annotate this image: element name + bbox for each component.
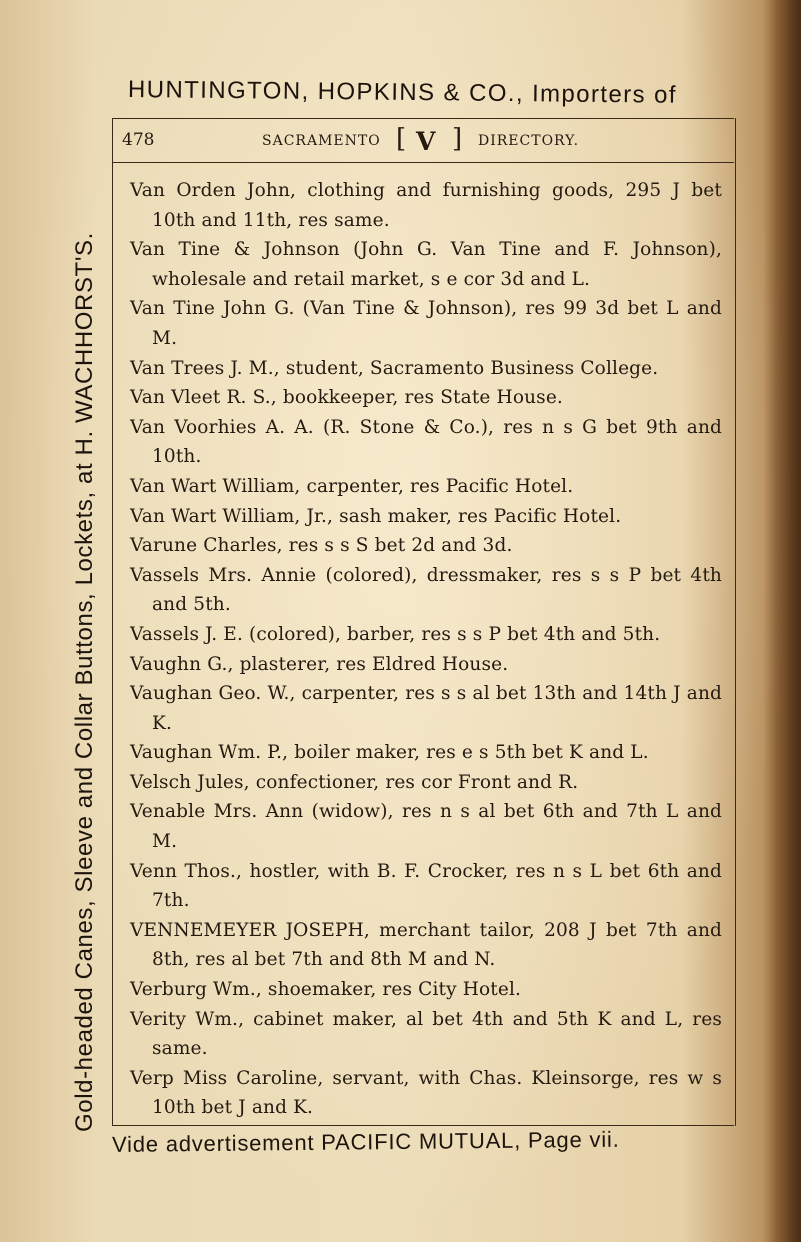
page-number: 478 xyxy=(122,130,155,150)
directory-entry: Venn Thos., hostler, with B. F. Crocker, res n s L bet 6th and 7th. xyxy=(130,860,722,912)
running-head xyxy=(112,122,734,160)
directory-entry: Van Orden John, clothing and furnishing goods, 295 J bet 10th and 11th, res same. xyxy=(130,180,722,231)
running-head-title: DIRECTORY. xyxy=(478,133,580,149)
running-head-rule xyxy=(112,162,734,163)
directory-entry: Vaughan Geo. W., carpenter, res s s al bet 13th and 14th J and K. xyxy=(130,683,722,734)
directory-entry: Van Wart William, Jr., sash maker, res Pacific Hotel. xyxy=(130,505,622,527)
directory-entry: Van Wart William, carpenter, res Pacific Hotel. xyxy=(130,475,574,497)
directory-entry: Venable Mrs. Ann (widow), res n s al bet 6th and 7th L and M. xyxy=(130,801,722,853)
top-advertisement-header: HUNTINGTON, HOPKINS & CO., Importers of xyxy=(127,76,678,109)
top-rule xyxy=(112,118,734,119)
directory-entry: Vaughn G., plasterer, res Eldred House. xyxy=(130,653,509,675)
section-letter: V xyxy=(416,127,436,156)
running-head-city: SACRAMENTO xyxy=(262,133,381,149)
directory-entry: Vassels Mrs. Annie (colored), dressmaker, res s s P bet 4th and 5th. xyxy=(130,564,722,616)
directory-entry: Velsch Jules, confectioner, res cor Front and R. xyxy=(130,771,579,793)
directory-entry: Van Trees J. M., student, Sacramento Business College. xyxy=(130,357,659,379)
page-edge-shadow xyxy=(763,0,801,1242)
directory-entry: Varune Charles, res s s S bet 2d and 3d. xyxy=(130,535,513,557)
directory-entry: Van Tine John G. (Van Tine & Johnson), res 99 3d bet L and M. xyxy=(130,298,722,349)
directory-entry: Van Vleet R. S., bookkeeper, res State House. xyxy=(130,387,563,409)
directory-entry: Verp Miss Caroline, servant, with Chas. Kleinsorge, res w s 10th bet J and K. xyxy=(130,1067,722,1119)
directory-entry: Van Voorhies A. A. (R. Stone & Co.), res n s G bet 9th and 10th. xyxy=(130,416,722,468)
running-head-bracket-open: [ xyxy=(396,124,407,154)
directory-entry: Van Tine & Johnson (John G. Van Tine and F. Johnson), wholesale and retail market, s e cor 3d and L. xyxy=(130,239,722,290)
directory-entry: VENNEMEYER JOSEPH, merchant tailor, 208 J bet 7th and 8th, res al bet 7th and 8th M and N. xyxy=(130,919,722,971)
directory-entry: Verity Wm., cabinet maker, al bet 4th and 5th K and L, res same. xyxy=(130,1008,722,1060)
directory-entry: Vassels J. E. (colored), barber, res s s P bet 4th and 5th. xyxy=(130,623,661,645)
directory-entry: Vaughan Wm. P., boiler maker, res e s 5th bet K and L. xyxy=(130,742,649,764)
footer-advertisement: Vide advertisement PACIFIC MUTUAL, Page vii. xyxy=(111,1126,620,1157)
side-advertisement-banner: Gold-headed Canes, Sleeve and Collar Buttons, Lockets, at H. WACHHORST'S. xyxy=(71,232,98,1132)
directory-entries xyxy=(130,176,722,1123)
running-head-bracket-close: ] xyxy=(452,124,463,154)
directory-entry: Verburg Wm., shoemaker, res City Hotel. xyxy=(130,979,522,1001)
